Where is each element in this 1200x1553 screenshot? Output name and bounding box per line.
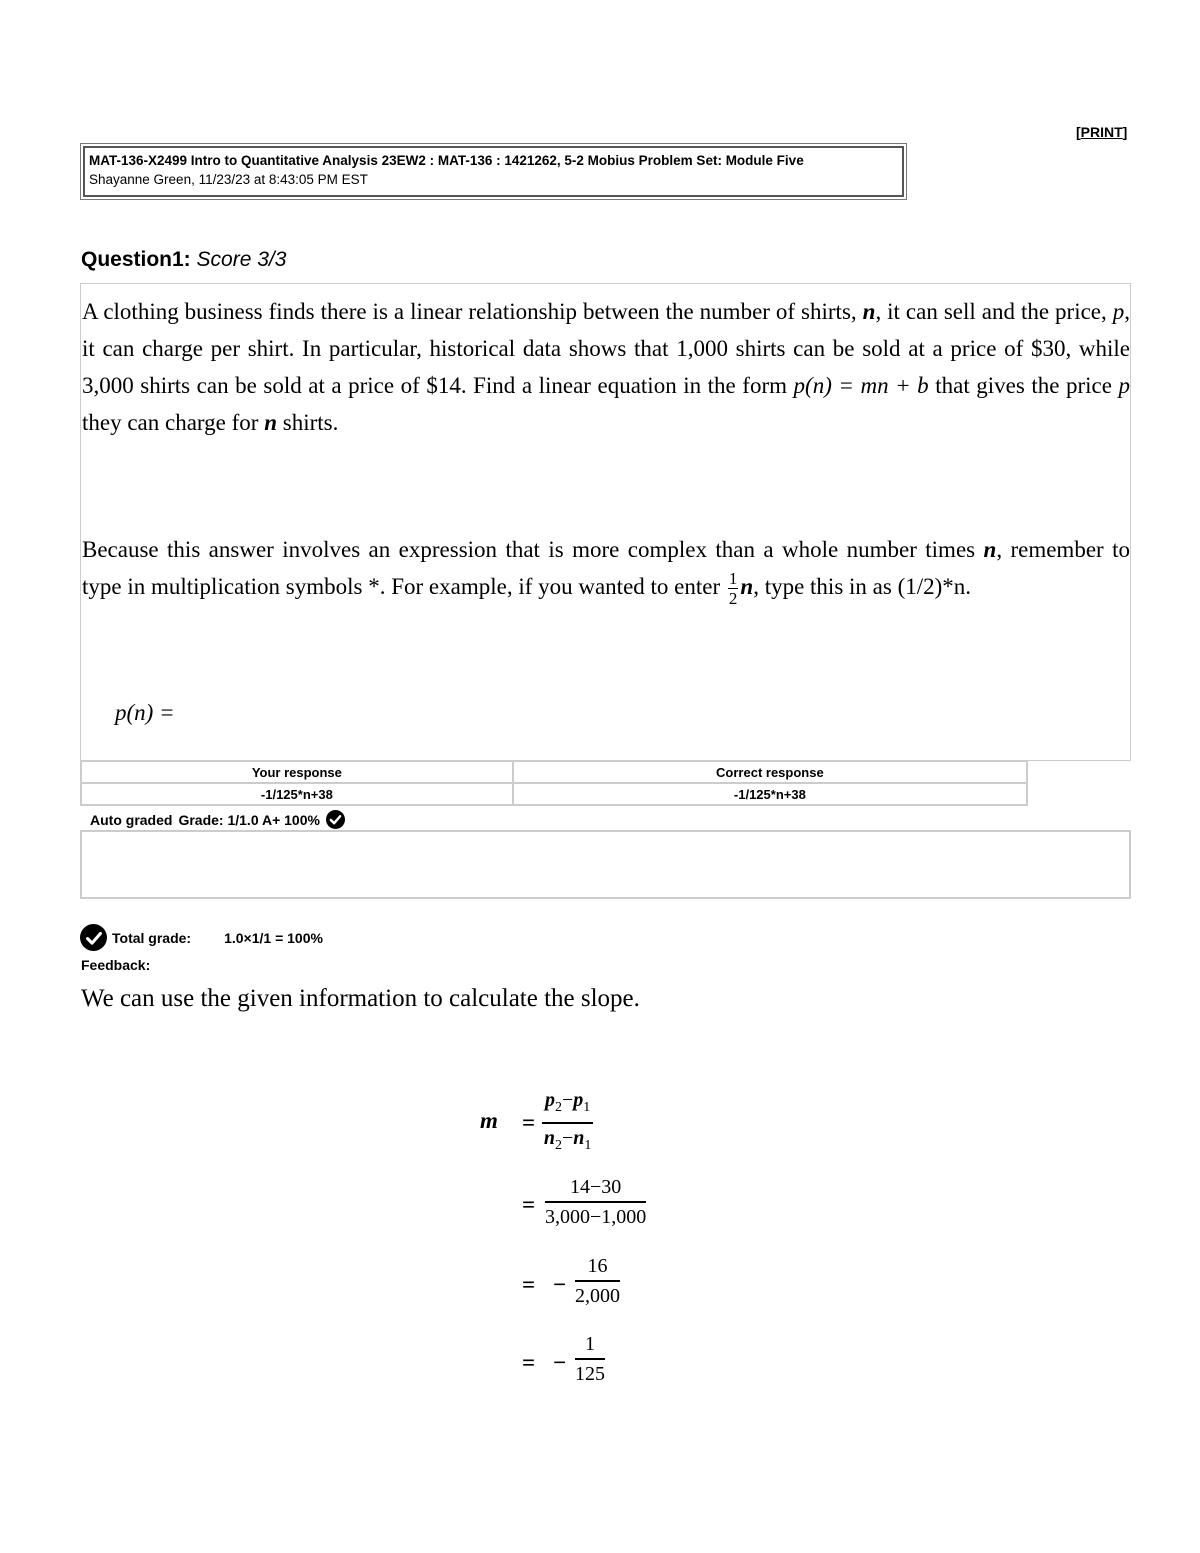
question-score: Score 3/3 — [196, 248, 287, 271]
comment-box — [80, 830, 1131, 899]
fraction-denominator: 2,000 — [575, 1285, 620, 1307]
assignment-header — [80, 143, 907, 200]
grade-line — [90, 810, 345, 829]
minus-sign: − — [553, 1272, 567, 1297]
course-line: MAT-136-X2499 Intro to Quantitative Analysis 23EW2 : MAT-136 : 1421262, 5-2 Mobius Problem Set: Module Five — [89, 153, 804, 168]
equals-sign: = — [522, 1272, 536, 1297]
fraction-denominator: 125 — [575, 1363, 605, 1385]
equals-sign: = — [522, 1110, 536, 1135]
your-response-value: -1/125*n+38 — [81, 783, 513, 805]
response-table — [80, 760, 1028, 806]
slope-step2-fraction — [545, 1173, 646, 1231]
slope-formula-fraction — [542, 1086, 593, 1160]
your-response-header: Your response — [81, 761, 513, 783]
fraction-denominator: $n_2-n_1$ — [543, 1127, 592, 1153]
check-circle-icon — [80, 924, 107, 951]
total-grade-label: Total grade: — [112, 929, 192, 946]
student-line: Shayanne Green, 11/23/23 at 8:43:05 PM EST — [89, 172, 368, 187]
slope-variable: m — [480, 1108, 498, 1133]
fraction-numerator: 16 — [575, 1252, 620, 1282]
minus-sign: − — [553, 1350, 567, 1375]
slope-step4-fraction — [575, 1330, 605, 1388]
check-circle-icon — [326, 810, 345, 829]
answer-label: p(n) = — [115, 700, 175, 725]
fraction-numerator: $p_2-p_1$ — [542, 1086, 593, 1124]
auto-graded-label: Auto graded — [90, 811, 173, 828]
fraction-numerator: 14−30 — [545, 1173, 646, 1203]
fraction-numerator: 1 — [575, 1330, 605, 1360]
half-fraction: $\frac{1}{2}$ — [728, 569, 738, 609]
feedback-label: Feedback: — [81, 957, 151, 973]
print-link[interactable]: [PRINT] — [1076, 124, 1128, 140]
feedback-text: We can use the given information to calculate the slope. — [81, 985, 640, 1012]
question-title — [81, 248, 286, 272]
question-paragraph-1: A clothing business finds there is a linear relationship between the number of shirts, n, it can sell and the price, p, it can charge per shirt. In particular, historical data shows that 1,000 shirts can be sold at a price of $30, while 3,000 shirts can be sold at a price of $14. Find a linear equation in the form p(n) = mn + b that gives the price p they can charge for n shirts. — [82, 299, 1130, 435]
grade-value: Grade: 1/1.0 A+ 100% — [178, 811, 320, 828]
equation-form: p(n) = mn + b — [793, 373, 929, 398]
correct-response-header: Correct response — [513, 761, 1027, 783]
equals-sign: = — [522, 1192, 536, 1217]
equals-sign: = — [522, 1350, 536, 1375]
question-paragraph-2: Because this answer involves an expression that is more complex than a whole number times n, remember to type in multiplication symbols *. For example, if you wanted to enter $\frac{1}{2}$ n, type this in as (1/2)*n. — [82, 537, 1130, 609]
correct-response-value: -1/125*n+38 — [513, 783, 1027, 805]
question-label: Question1: — [81, 248, 191, 271]
slope-step3-fraction — [575, 1252, 620, 1310]
fraction-denominator: 3,000−1,000 — [545, 1206, 647, 1228]
total-grade-value: 1.0×1/1 = 100% — [224, 929, 323, 946]
total-grade — [80, 924, 323, 951]
